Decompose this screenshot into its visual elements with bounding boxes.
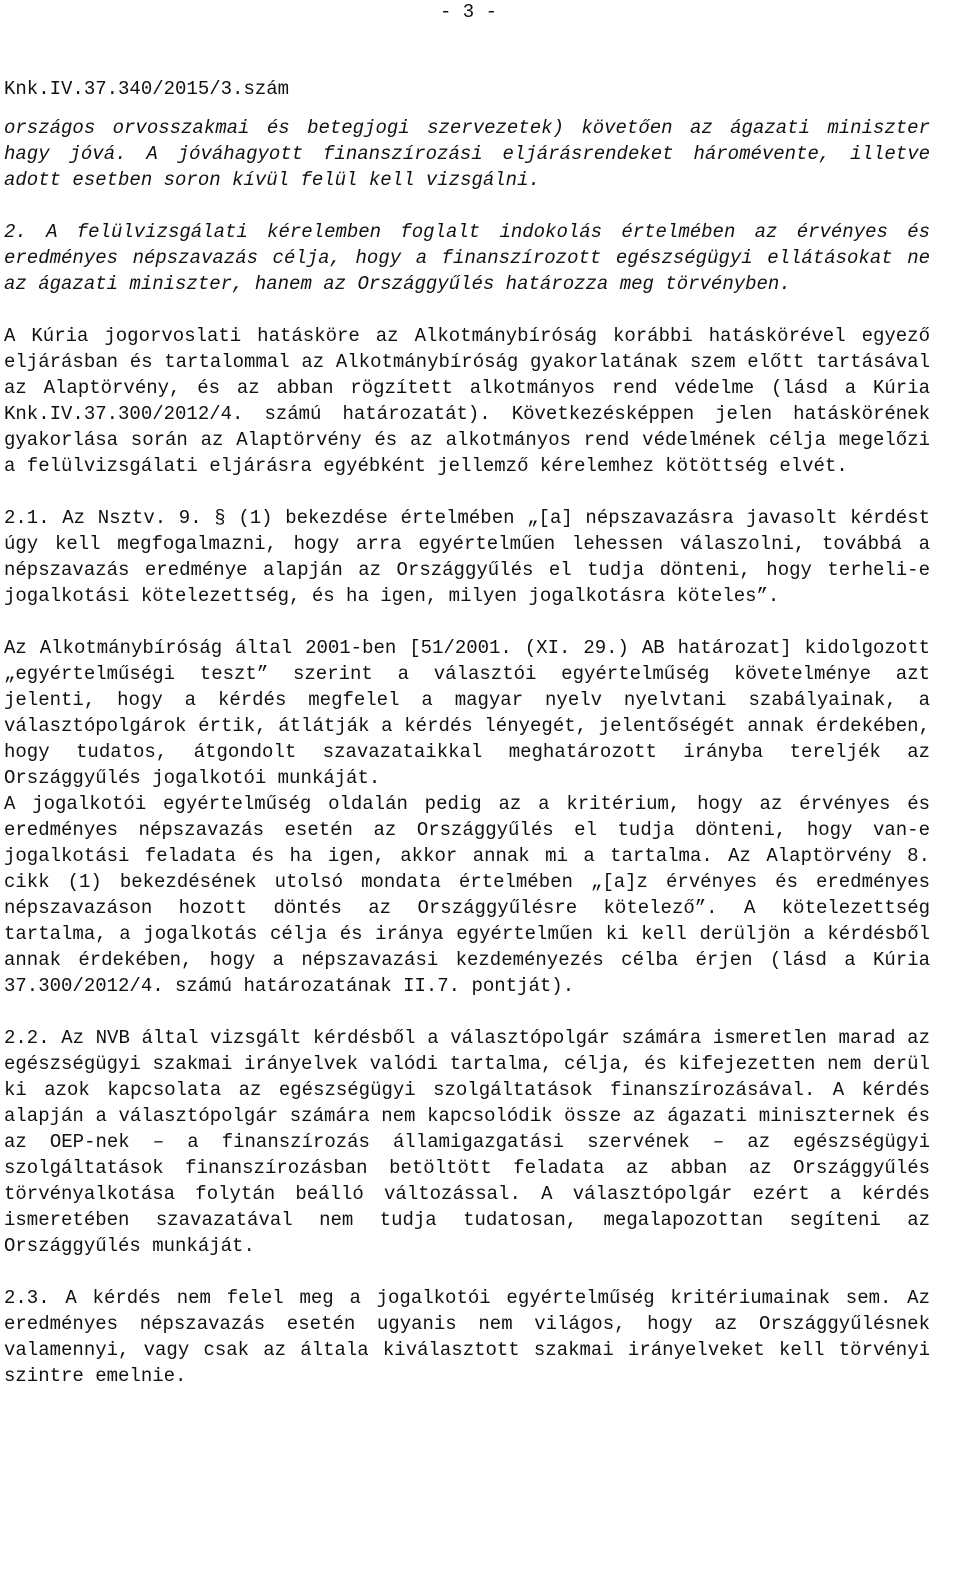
paragraph-p8: 2.3. A kérdés nem felel meg a jogalkotói egyértelműség kritériumainak sem. Az eredményes népszavazás esetén ugyanis nem világos, hogy az Országgyűlésnek valamennyi, vagy csak az általa kiválasztott szakmai irányelveket kell törvényi szintre emelnie. [4, 1287, 930, 1387]
case-number: Knk.IV.37.340/2015/3.szám [4, 78, 290, 100]
paragraph-p4: 2.1. Az Nsztv. 9. § (1) bekezdése értelmében „[a] népszavazásra javasolt kérdést úgy kell megfogalmazni, hogy arra egyértelműen lehessen válaszolni, továbbá a népszavazás eredménye alapján az Országgyűlés el tudja dönteni, hogy terheli-e jogalkotási kötelezettség, és ha igen, milyen jogalkotásra köteles”. [4, 507, 930, 607]
document-body [4, 115, 930, 1389]
paragraph-p7: 2.2. Az NVB által vizsgált kérdésből a választópolgár számára ismeretlen marad az egészségügyi szakmai irányelvek valódi tartalma, célja, és kifejezetten nem derül ki azok kapcsolata az egészségügyi szolgáltatások finanszírozásával. A kérdés alapján a választópolgár számára nem kapcsolódik össze az ágazati miniszternek és az OEP-nek – a finanszírozás államigazgatási szervének – az egészségügyi szolgáltatások finanszírozásban betöltött feladata az abban az Országgyűlés törvényalkotása folytán beálló változással. A választópolgár ezért a kérdés ismeretében szavazatával nem tudja tudatosan, megalapozottan segíteni az Országgyűlés munkáját. [4, 1027, 930, 1257]
page-number: - 3 - [440, 1, 498, 23]
paragraph-p3: A Kúria jogorvoslati hatásköre az Alkotmánybíróság korábbi hatáskörével egyező eljárásban és tartalommal az Alkotmánybíróság gyakorlatának szem előtt tartásával az Alaptörvény, és az abban rögzített alkotmányos rend védelme (lásd a Kúria Knk.IV.37.300/2012/4. számú határozatát). Következésképpen jelen hatáskörének gyakorlása során az Alaptörvény és az alkotmányos rend védelmének célja megelőzi a felülvizsgálati eljárásra egyébként jellemző kérelemhez kötöttség elvét. [4, 325, 930, 477]
paragraph-p6: A jogalkotói egyértelműség oldalán pedig az a kritérium, hogy az érvényes és eredményes népszavazás esetén az Országgyűlés el tudja dönteni, hogy van-e jogalkotási feladata és ha igen, akkor annak mi a tartalma. Az Alaptörvény 8. cikk (1) bekezdésének utolsó mondata értelmében „[a]z érvényes és eredményes népszavazáson hozott döntés az Országgyűlésre kötelező”. A kötelezettség tartalma, a jogalkotás célja és iránya egyértelműen ki kell derüljön a kérdésből annak érdekében, hogy a népszavazási kezdeményezés célba érjen (lásd a Kúria 37.300/2012/4. számú határozatának II.7. pontját). [4, 793, 930, 997]
paragraph-p5: Az Alkotmánybíróság által 2001-ben [51/2001. (XI. 29.) AB határozat] kidolgozott „egyértelműségi teszt” szerint a választói egyértelműség követelménye azt jelenti, hogy a kérdés megfelel a magyar nyelv nyelvtani szabályainak, a választópolgárok értik, átlátják a kérdés lényegét, jelentőségét annak érdekében, hogy tudatos, átgondolt szavazataikkal meghatározott irányba tereljék az Országgyűlés jogalkotói munkáját. [4, 637, 930, 789]
paragraph-p1: országos orvosszakmai és betegjogi szervezetek) követően az ágazati miniszter hagy jóvá. A jóváhagyott finanszírozási eljárásrendeket háromévente, illetve adott esetben soron kívül felül kell vizsgálni. [4, 117, 930, 191]
paragraph-p2: 2. A felülvizsgálati kérelemben foglalt indokolás értelmében az érvényes és eredményes népszavazás célja, hogy a finanszírozott egészségügyi ellátásokat ne az ágazati miniszter, hanem az Országgyűlés határozza meg törvényben. [4, 221, 930, 295]
